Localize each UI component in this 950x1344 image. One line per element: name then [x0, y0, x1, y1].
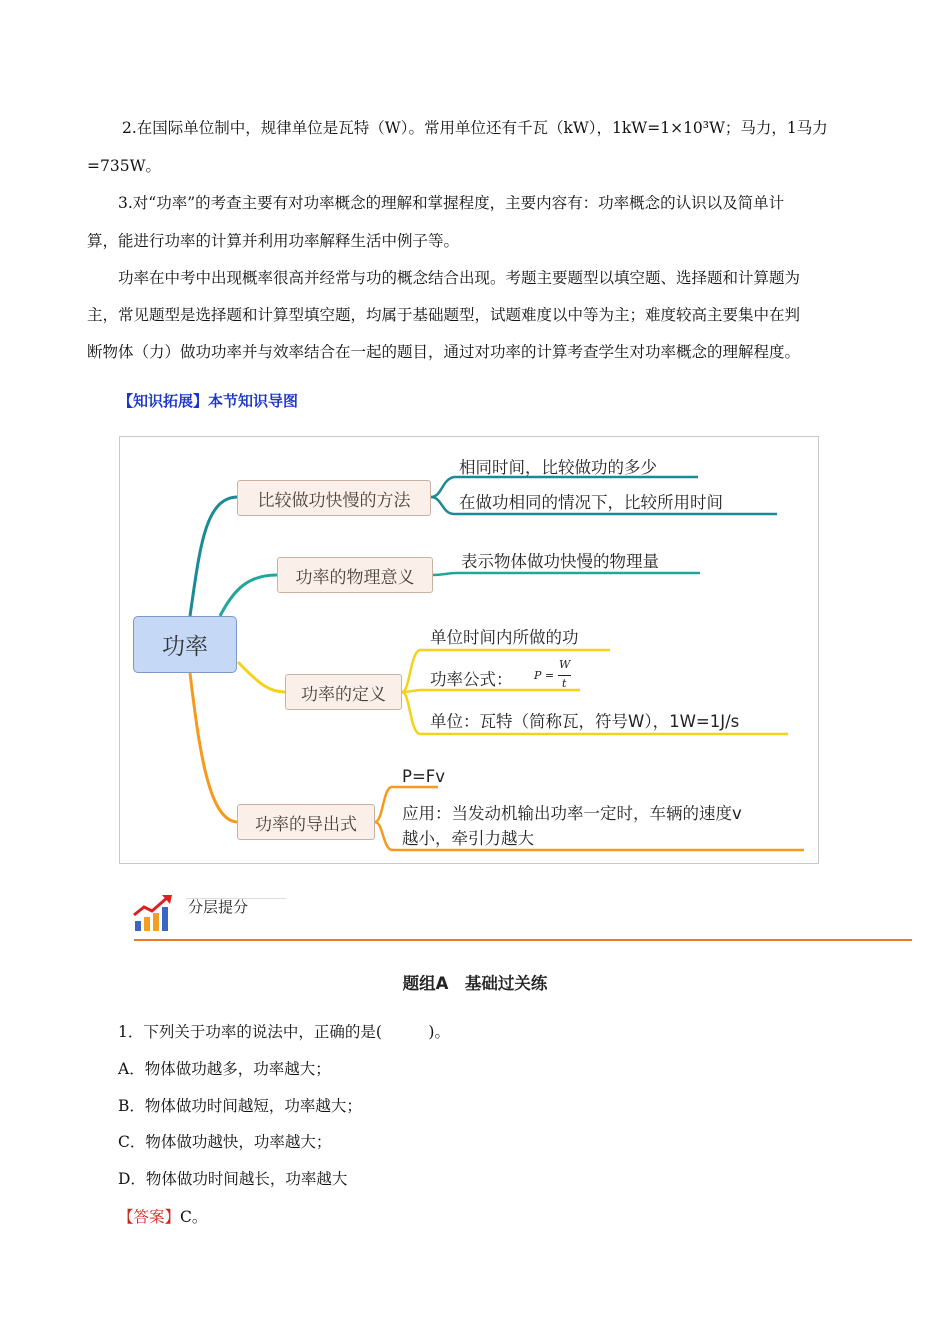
connector-branch-4	[190, 673, 238, 822]
option-b: B．物体做功时间越短，功率越大；	[118, 1097, 362, 1115]
option-a: A．物体做功越多，功率越大；	[118, 1060, 331, 1078]
formula-denominator: t	[562, 677, 567, 690]
paragraph-3-line-1: 3.对“功率”的考查主要有对功率概念的理解和掌握程度，主要内容有：功率概念的认识以及简单计	[118, 194, 785, 212]
leaf-pfv: P=Fv	[402, 767, 446, 786]
branch-physical-meaning: 功率的物理意义	[277, 557, 433, 593]
paragraph-3-line-2: 算，能进行功率的计算并利用功率解释生活中例子等。	[87, 232, 460, 250]
knowledge-heading: 【知识拓展】本节知识导图	[118, 392, 299, 410]
leaf-meaning: 表示物体做功快慢的物理量	[461, 552, 659, 571]
leaf-definition: 单位时间内所做的功	[430, 628, 579, 647]
branch-compare-methods: 比较做功快慢的方法	[237, 480, 431, 516]
formula-lhs: P =	[534, 669, 555, 682]
leaf-unit: 单位：瓦特（简称瓦，符号W），1W=1J/s	[430, 712, 740, 731]
option-c: C．物体做功越快，功率越大；	[118, 1133, 332, 1151]
group-title: 题组A 基础过关练	[402, 974, 548, 993]
answer-value: C。	[180, 1208, 208, 1226]
paragraph-4-line-1: 功率在中考中出现概率很高并经常与功的概念结合出现。考题主要题型以填空题、选择题和计算题为	[118, 269, 801, 287]
formula-numerator: W	[559, 658, 571, 671]
paragraph-4-line-3: 断物体（力）做功功率并与效率结合在一起的题目，通过对功率的计算考查学生对功率概念的理解程度。	[87, 343, 801, 361]
answer	[118, 1205, 207, 1229]
leaf-same-work: 在做功相同的情况下，比较所用时间	[459, 493, 723, 512]
leaf-application-line-1: 应用：当发动机输出功率一定时，车辆的速度v	[402, 804, 742, 823]
leaf-application-line-2: 越小，牵引力越大	[402, 829, 534, 848]
leaf-formula-label: 功率公式：	[430, 670, 513, 689]
question-stem: 1．下列关于功率的说法中，正确的是( )。	[118, 1023, 450, 1041]
section-divider	[134, 939, 912, 941]
section-label: 分层提分	[188, 898, 249, 916]
mind-map	[119, 436, 819, 864]
fraction-bar	[558, 675, 571, 676]
paragraph-4-line-2: 主，常见题型是选择题和计算型填空题，均属于基础题型，试题难度以中等为主；难度较高主要集中在判	[87, 306, 801, 324]
growth-chart-icon	[132, 893, 176, 937]
option-d: D．物体做功时间越长，功率越大	[118, 1170, 348, 1188]
leaf-same-time: 相同时间，比较做功的多少	[459, 458, 657, 477]
connector-branch-2	[220, 575, 277, 616]
answer-tag: 【答案】	[118, 1208, 181, 1226]
mind-map-root: 功率	[133, 616, 237, 673]
paragraph-2-line-2: =735W。	[87, 157, 162, 175]
branch-definition: 功率的定义	[285, 674, 402, 710]
connector-branch-3	[238, 662, 285, 692]
paragraph-2-line-1: 2.在国际单位制中，规律单位是瓦特（W）。常用单位还有千瓦（kW），1kW=1×10³W；马力，1马力	[122, 119, 828, 137]
branch-derived-formula: 功率的导出式	[237, 804, 375, 840]
